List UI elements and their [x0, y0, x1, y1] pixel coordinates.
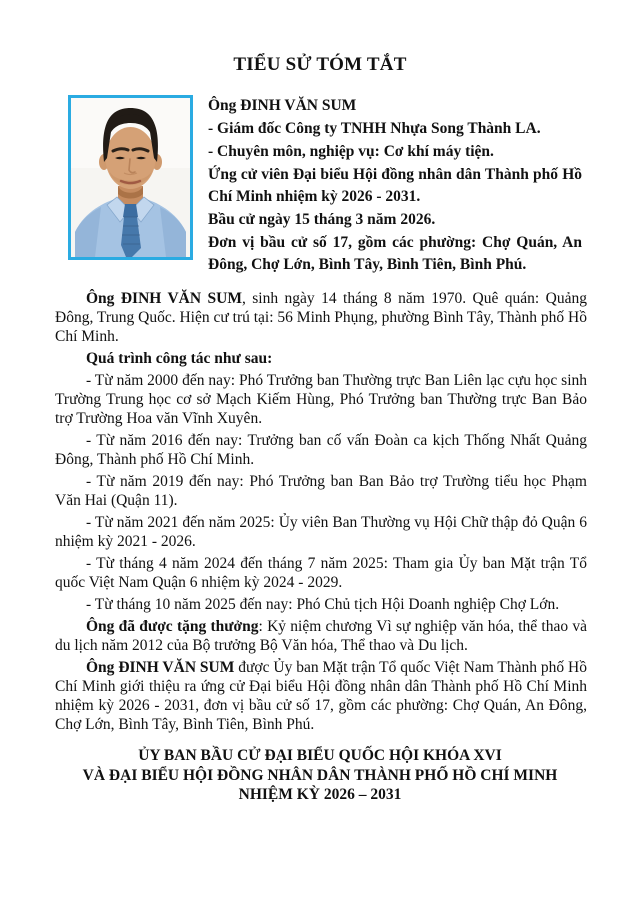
career-item: - Từ năm 2019 đến nay: Phó Trưởng ban Ban Bảo trợ Trường tiểu học Phạm Văn Hai (Quận 11). [55, 473, 587, 509]
nomination-name-bold: Ông ĐINH VĂN SUM [86, 659, 235, 676]
award-rest: : Kỷ niệm chương Vì sự nghiệp văn hóa, thể thao và du lịch năm 2012 của Bộ trưởng Bộ Văn hóa, Thể thao và Du lịch. [55, 618, 587, 654]
career-item: - Từ năm 2000 đến nay: Phó Trưởng ban Thường trực Ban Liên lạc cựu học sinh Trường Trung học cơ sở Mạch Kiếm Hùng, Phó Trưởng ban Thường trực Ban Bảo trợ Trường Hoa văn Vĩnh Xuyên. [55, 372, 587, 427]
body-section [55, 289, 587, 734]
candidate-photo [68, 95, 193, 260]
career-item: - Từ tháng 4 năm 2024 đến tháng 7 năm 2025: Tham gia Ủy ban Mặt trận Tổ quốc Việt Nam Quận 6 nhiệm kỳ 2024 - 2029. [55, 555, 587, 591]
intro-rest: , sinh ngày 14 tháng 8 năm 1970. Quê quán: Quảng Đông, Trung Quốc. Hiện cư trú tại: 56 Minh Phụng, phường Bình Tây, Thành phố Hồ Chí Minh. [55, 290, 587, 345]
career-item: - Từ năm 2021 đến năm 2025: Ủy viên Ban Thường vụ Hội Chữ thập đỏ Quận 6 nhiệm kỳ 2021 - 2026. [55, 514, 587, 550]
profile-section [68, 95, 587, 277]
intro-name-bold: Ông ĐINH VĂN SUM [86, 290, 242, 307]
footer-line-committee: ỦY BAN BẦU CỬ ĐẠI BIỂU QUỐC HỘI KHÓA XVI [138, 747, 502, 764]
profile-line-position: - Giám đốc Công ty TNHH Nhựa Song Thành LA. [208, 120, 541, 137]
nomination-paragraph [55, 658, 587, 734]
profile-line-profession: - Chuyên môn, nghiệp vụ: Cơ khí máy tiện. [208, 143, 494, 160]
footer-line-council: VÀ ĐẠI BIỂU HỘI ĐỒNG NHÂN DÂN THÀNH PHỐ HỒ CHÍ MINH [82, 766, 558, 784]
intro-paragraph [55, 289, 587, 346]
profile-info [208, 95, 582, 277]
award-paragraph [55, 617, 587, 655]
footer-section [40, 746, 600, 805]
career-item: - Từ năm 2016 đến nay: Trưởng ban cố vấn Đoàn ca kịch Thống Nhất Quảng Đông, Thành phố Hồ Chí Minh. [55, 432, 587, 468]
doc-title: TIỂU SỬ TÓM TẮT [233, 54, 407, 75]
nomination-rest: được Ủy ban Mặt trận Tổ quốc Việt Nam Thành phố Hồ Chí Minh giới thiệu ra ứng cử Đại biểu Hội đồng nhân dân Thành phố Hồ Chí Minh nhiệm kỳ 2026 - 2031, đơn vị bầu cử số 17, gồm các phường: Chợ Quán, An Đông, Chợ Lớn, Bình Tây, Bình Tiên, Bình Phú. [55, 659, 587, 733]
profile-line-ward-list: Đơn vị bầu cử số 17, gồm các phường: Chợ Quán, An Đông, Chợ Lớn, Bình Tây, Bình Tiên, Bình Phú. [208, 234, 582, 273]
career-heading: Quá trình công tác như sau: [86, 350, 273, 367]
candidate-name: Ông ĐINH VĂN SUM [208, 97, 357, 114]
profile-line-election-date: Bầu cử ngày 15 tháng 3 năm 2026. [208, 211, 436, 228]
profile-line-candidacy: Ứng cử viên Đại biểu Hội đồng nhân dân Thành phố Hồ Chí Minh nhiệm kỳ 2026 - 2031. [208, 166, 582, 205]
award-lead-bold: Ông đã được tặng thưởng [86, 618, 259, 635]
footer-line-term: NHIỆM KỲ 2026 – 2031 [238, 786, 402, 803]
portrait-photo-image [71, 98, 190, 257]
career-item: - Từ tháng 10 năm 2025 đến nay: Phó Chủ tịch Hội Doanh nghiệp Chợ Lớn. [86, 596, 560, 613]
